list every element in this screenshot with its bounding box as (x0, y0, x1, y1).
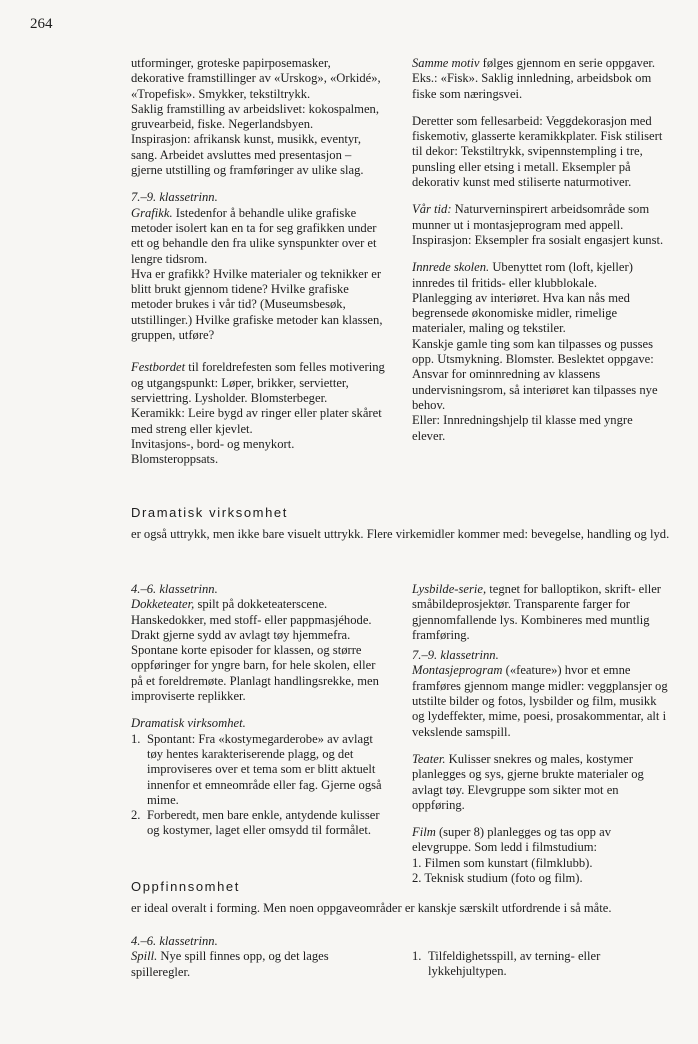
paragraph-text: (super 8) planlegges og tas opp av elevgruppe. Som ledd i filmstudium: (412, 825, 612, 855)
paragraph: Kanskje gamle ting som kan tilpasses og pusses opp. Utsmykning. Blomster. Beslektet oppgave: Ansvar for ominnredning av klassens undervisningsrom, så interiøret kan tilpasses nye behov. (412, 336, 658, 412)
paragraph: Planlegging av interiøret. Hva kan nås med begrensede økonomiske midler, rimelige materialer, maling og tekstiler. (412, 290, 630, 336)
paragraph-text: spilt på dokketeaterscene. Hanskedokker, med stoff- eller pappmasjéhode. Drakt gjerne sydd av avlagt tøy hjemmefra. Spontane korte episoder for klassen, og større oppføringer for yngre barn, for hele skolen, eller på et foreldremøte. Planlagt handlingsrekke, men improviserte replikker. (131, 597, 379, 704)
topic-label: Samme motiv (412, 56, 480, 70)
paragraph: Hva er grafikk? Hvilke materialer og teknikker er blitt brukt gjennom tidene? Hvilke grafiske metoder brukes i vår tid? (Museumsbesøk, utstillinger.) Hvilke grafiske metoder kan klassen, gruppen, utføre? (131, 266, 383, 343)
section-intro: er ideal overalt i forming. Men noen oppgaveområder er kanskje særskilt utfordrende i så måte. (131, 901, 612, 915)
paragraph-text: Nye spill finnes opp, og det lages spilleregler. (131, 949, 329, 979)
paragraph (412, 56, 668, 102)
paragraph (412, 260, 668, 291)
paragraph-text: Ubenyttet rom (loft, kjeller) innredes til fritids- eller klubblokale. (412, 260, 633, 290)
list-item (131, 808, 387, 839)
paragraph: utforminger, groteske papirposemasker, dekorative framstillinger av «Urskog», «Orkidé», «Tropefisk». Smykker, tekstiltrykk. (131, 56, 381, 101)
paragraph (412, 582, 668, 643)
grade-heading: 7.–9. klassetrinn. (412, 648, 499, 663)
paragraph (412, 752, 668, 813)
topic-label: Film (412, 825, 436, 840)
topic-label: Vår tid: (412, 202, 452, 217)
numbered-list (412, 949, 668, 980)
paragraph: Blomsteroppsats. (131, 452, 219, 467)
paragraph: Inspirasjon: Eksempler fra sosialt engasjert kunst. (412, 232, 664, 247)
paragraph: Eller: Innredningshjelp til klasse med yngre elever. (412, 413, 633, 443)
column-bottom-right (412, 949, 668, 980)
list-item (412, 949, 668, 980)
grade-heading: 7.–9. klassetrinn. (131, 190, 218, 205)
paragraph-text: («feature») hvor et emne framføres gjennom mange midler: veggplansjer og utstilte bilder og fotos, lysbilder og film, musikk og lydeffekter, mime, poesi, prosakommentar, alt i vekslende samspill. (412, 663, 668, 739)
list-number: 1. (412, 949, 422, 963)
paragraph: Inspirasjon: afrikansk kunst, musikk, eventyr, sang. Arbeidet avsluttes med presentasjon – gjerne utstilling og framføringer av ulike slag. (131, 132, 364, 178)
paragraph-text: til foreldrefesten som felles motivering og utgangspunkt: Løper, brikker, servietter, serviettring. Lysholder. Blomsterbeger. (131, 360, 385, 405)
grade-heading: 4.–6. klassetrinn. (131, 582, 218, 596)
page-number: 264 (30, 16, 53, 32)
list-number: 2. (131, 808, 141, 823)
paragraph-text: Naturverninspirert arbeidsområde som munner ut i montasjeprogram med appell. (412, 202, 650, 232)
section-heading: Dramatisk virksomhet (131, 505, 288, 520)
topic-label: Spill. (131, 949, 158, 964)
section-heading: Oppfinnsomhet (131, 879, 240, 894)
list-item: 1. Filmen som kunstart (filmklubb). (412, 855, 593, 870)
list-number: 1. (131, 731, 141, 746)
list-item: 2. Teknisk studium (foto og film). (412, 871, 583, 886)
section-intro: er også uttrykk, men ikke bare visuelt uttrykk. Flere virkemidler kommer med: bevegelse, handling og lyd. (131, 527, 670, 541)
list-item (131, 732, 387, 808)
paragraph-text: tegnet for balloptikon, skrift- eller småbildeprosjektør. Transparente farger for gjennomfallende lys. Kombineres med muntlig framføring. (412, 582, 661, 642)
grade-heading: 4.–6. klassetrinn. (131, 934, 218, 948)
column-top-left (131, 56, 385, 467)
topic-label: Teater. (412, 751, 446, 766)
column-bottom-left (131, 934, 387, 980)
paragraph (412, 202, 668, 233)
paragraph: Keramikk: Leire bygd av ringer eller plater skåret med streng eller kjevlet. (131, 406, 382, 436)
paragraph-text: Istedenfor å behandle ulike grafiske metoder isolert kan en ta for seg grafikken under ett og behandle den fra ulike synspunkter over et lengre tidsrom. (131, 205, 377, 266)
topic-label: Montasjeprogram (412, 663, 503, 678)
paragraph: Deretter som fellesarbeid: Veggdekorasjon med fiskemotiv, glasserte keramikkplater. Fisk stilisert til dekor: Tekstiltrykk, svipennstempling i tre, punsling eller etsing i metall. Eksempler på dekorativ kunst med stiliserte naturmotiver. (412, 113, 663, 190)
paragraph (412, 663, 668, 739)
list-item-text: Forberedt, men bare enkle, antydende kulisser og kostymer, laget eller omsydd til formålet. (147, 808, 380, 838)
paragraph (131, 949, 387, 980)
column-mid-left (131, 582, 387, 839)
paragraph-text: følges gjennom en serie oppgaver. Eks.: «Fisk». Saklig innledning, arbeidsbok om fiske som næringsvei. (412, 56, 656, 101)
topic-label: Grafikk. (131, 205, 173, 220)
numbered-list (131, 732, 387, 839)
column-mid-right (412, 582, 668, 886)
topic-label: Festbordet (131, 360, 186, 375)
topic-label: Dokketeater, (131, 597, 195, 612)
topic-label: Dramatisk virksomhet. (131, 716, 246, 731)
paragraph: Saklig framstilling av arbeidslivet: kokospalmen, gruvearbeid, fiske. Negerlandsbyen. (131, 101, 379, 132)
column-top-right (412, 56, 668, 444)
paragraph-text: Kulisser snekres og males, kostymer planlegges og sys, gjerne brukte materialer og avlagt tøy. Elevgruppe som sikter mot en oppføring. (412, 751, 644, 812)
list-item-text: Tilfeldighetsspill, av terning- eller lykkehjultypen. (428, 949, 601, 979)
paragraph (131, 206, 385, 267)
topic-label: Innrede skolen. (412, 260, 490, 275)
paragraph: Invitasjons-, bord- og menykort. (131, 436, 295, 451)
topic-label: Lysbilde-serie, (412, 582, 487, 596)
list-item-text: Spontant: Fra «kostymegarderobe» av avlagt tøy hentes karakteriserende plagg, og det improviseres over et tema som er blitt aktuelt innenfor et emneområde eller fag. Gjerne også mime. (147, 731, 382, 807)
paragraph (412, 825, 668, 856)
paragraph (131, 360, 385, 406)
paragraph (131, 597, 387, 704)
